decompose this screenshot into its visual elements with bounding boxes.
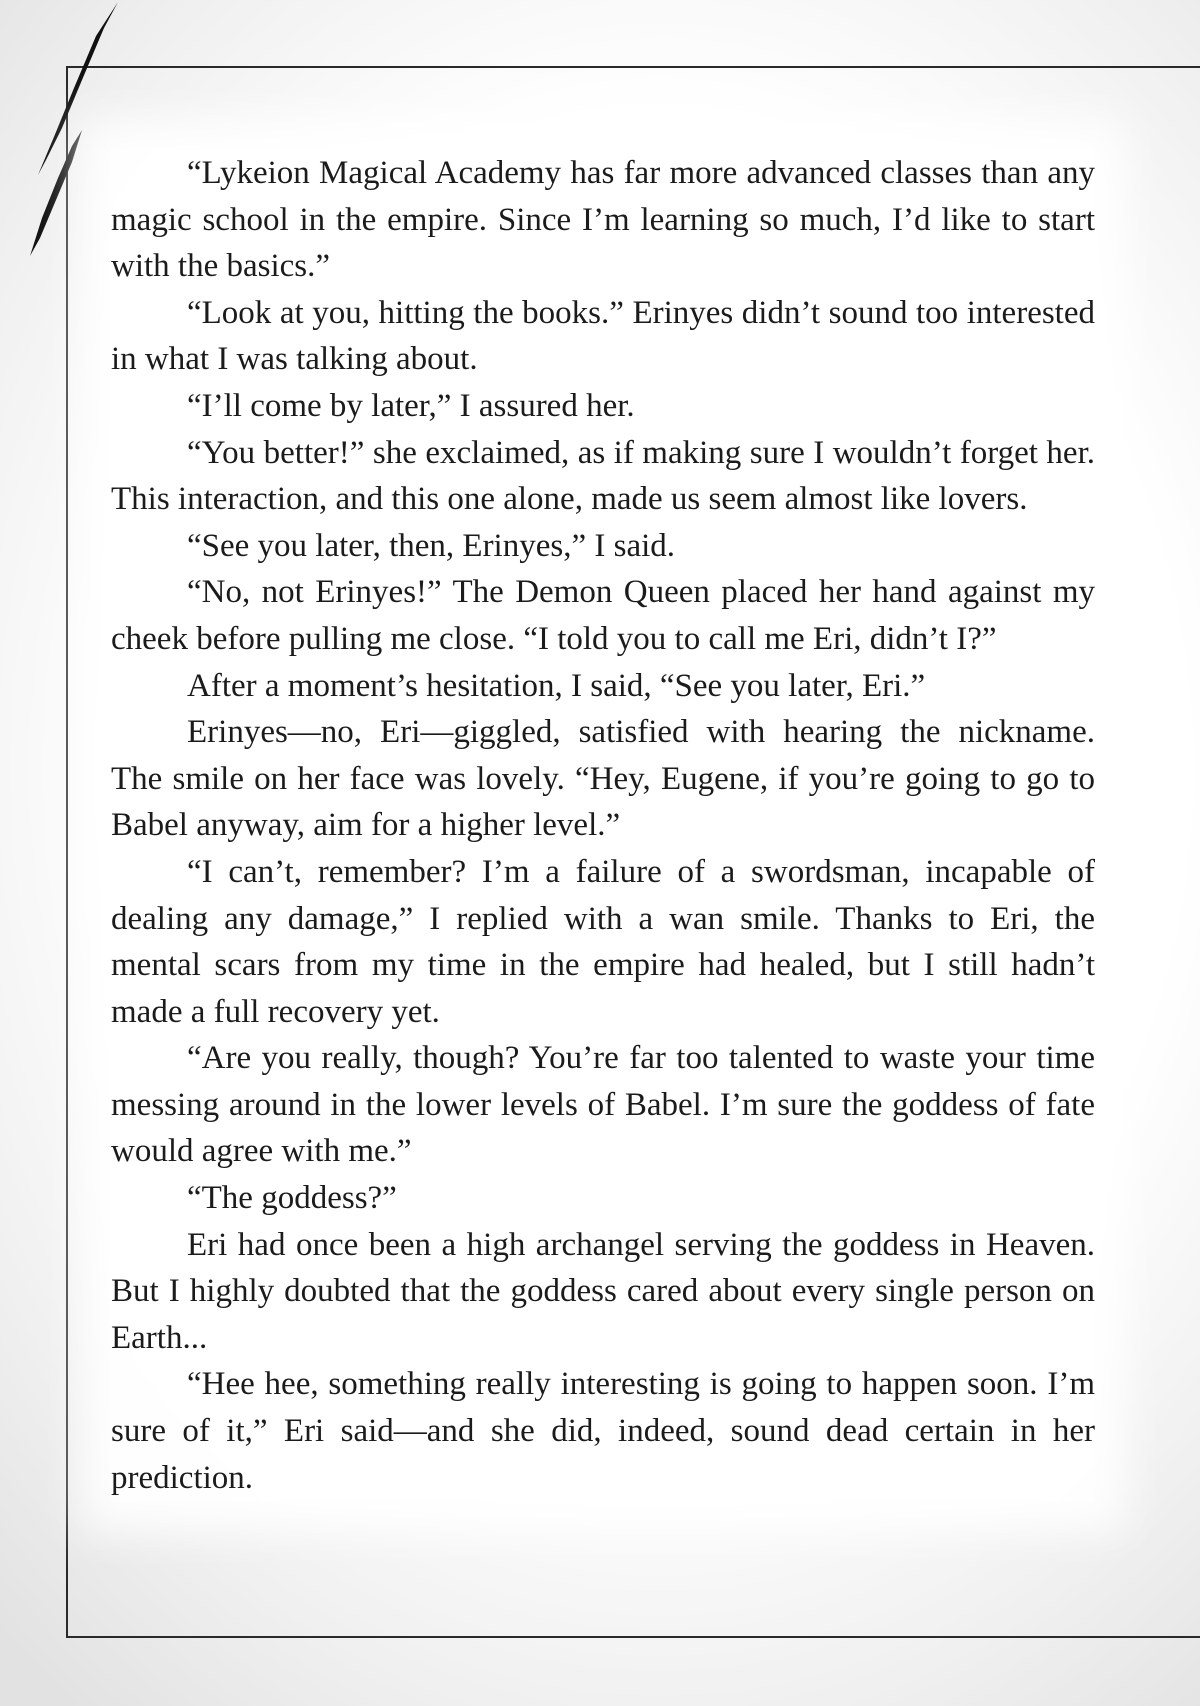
paragraph: “No, not Erinyes!” The Demon Queen placed her hand against my cheek before pulling me close. “I told you to call me Eri, didn’t I?” [111, 574, 1095, 657]
paragraph: “See you later, then, Erinyes,” I said. [187, 527, 676, 564]
paragraph: Eri had once been a high archangel serving the goddess in Heaven. But I highly doubted that the goddess cared about every single person on Earth... [111, 1226, 1095, 1356]
paragraph: Erinyes—no, Eri—giggled, satisfied with hearing the nickname. The smile on her face was lovely. “Hey, Eugene, if you’re going to go to Babel anyway, aim for a higher level.” [111, 714, 1095, 844]
paragraph: “Lykeion Magical Academy has far more advanced classes than any magic school in the empire. Since I’m learning so much, I’d like to start with the basics.” [111, 155, 1095, 285]
paragraph: “I’ll come by later,” I assured her. [187, 387, 635, 424]
paragraph: “The goddess?” [187, 1180, 397, 1217]
paragraph: After a moment’s hesitation, I said, “See you later, Eri.” [187, 667, 926, 704]
slash-stroke-bottom-icon [30, 130, 82, 256]
paragraph: “Hee hee, something really interesting is going to happen soon. I’m sure of it,” Eri said—and she did, indeed, sound dead certain in her prediction. [111, 1366, 1095, 1496]
paragraph: “Look at you, hitting the books.” Erinyes didn’t sound too interested in what I was talking about. [111, 294, 1095, 378]
paragraph: “You better!” she exclaimed, as if making sure I wouldn’t forget her. This interaction, and this one alone, made us seem almost like lovers. [111, 434, 1095, 518]
paragraph: “I can’t, remember? I’m a failure of a swordsman, incapable of dealing any damage,” I replied with a wan smile. Thanks to Eri, the mental scars from my time in the empire had healed, but I still hadn’t made a full recovery yet. [111, 853, 1095, 1030]
paragraph: “Are you really, though? You’re far too talented to waste your time messing around in the lower levels of Babel. I’m sure the goddess of fate would agree with me.” [111, 1040, 1095, 1170]
story-text [111, 150, 1095, 1501]
slash-stroke-top-icon [38, 2, 118, 175]
